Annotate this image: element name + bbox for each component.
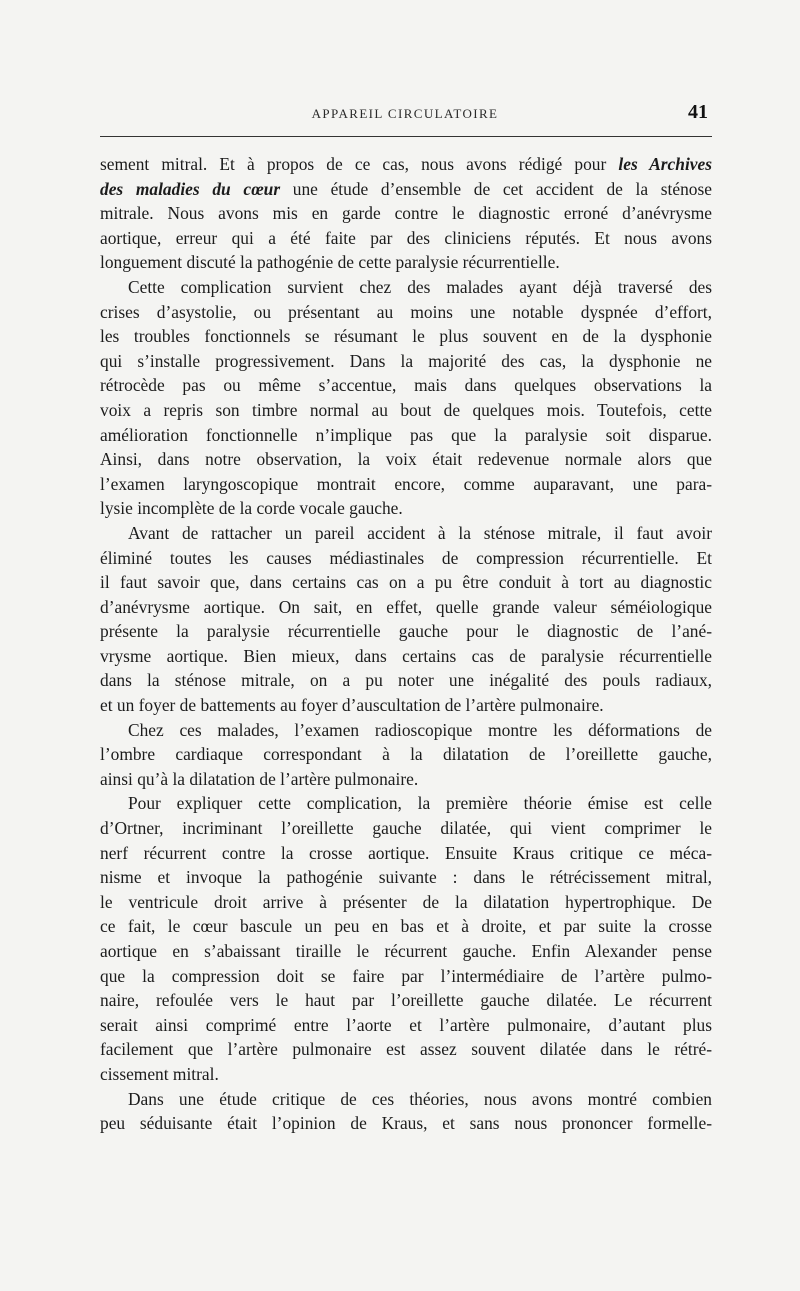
text-line: Cette complication survient chez des malades ayant déjà traversé des bbox=[128, 276, 712, 297]
page-number: 41 bbox=[688, 101, 708, 123]
text-line: aortique, erreur qui a été faite par des cliniciens réputés. Et nous avons bbox=[100, 227, 712, 248]
text-line: ce fait, le cœur bascule un peu en bas et à droite, et par suite la crosse bbox=[100, 916, 712, 937]
text-line: aortique en s’abaissant tiraille le récurrent gauche. Enfin Alexander pense bbox=[100, 941, 712, 961]
text-line: nerf récurrent contre la crosse aortique. Ensuite Kraus critique ce méca- bbox=[100, 842, 712, 863]
running-title: APPAREIL CIRCULATOIRE bbox=[311, 106, 499, 121]
text-line: et un foyer de battements au foyer d’auscultation de l’artère pulmonaire. bbox=[100, 695, 604, 716]
text-line: nisme et invoque la pathogénie suivante : dans le rétrécissement mitral, bbox=[100, 867, 712, 888]
text-line: ainsi qu’à la dilatation de l’artère pulmonaire. bbox=[100, 768, 419, 789]
running-head bbox=[100, 100, 710, 134]
text-line: l’ombre cardiaque correspondant à la dilatation de l’oreillette gauche, bbox=[100, 744, 712, 765]
text-line: crises d’asystolie, ou présentant au moins une notable dyspnée d’effort, bbox=[100, 301, 712, 322]
text-line: amélioration fonctionnelle n’implique pas que la paralysie soit disparue. bbox=[100, 424, 712, 445]
text-line: Avant de rattacher un pareil accident à la sténose mitrale, il faut avoir bbox=[128, 522, 712, 543]
text-line: que la compression doit se faire par l’intermédiaire de l’artère pulmo- bbox=[100, 965, 712, 986]
text-line: le ventricule droit arrive à présenter de la dilatation hypertrophique. De bbox=[100, 891, 712, 912]
text-line: vrysme aortique. Bien mieux, dans certains cas de paralysie récurrentielle bbox=[100, 645, 712, 666]
text-line: des maladies du cœur une étude d’ensemble de cet accident de la sténose bbox=[100, 178, 712, 199]
text-line: les troubles fonctionnels se résumant le plus souvent en de la dysphonie bbox=[100, 326, 712, 347]
text-line: longuement discuté la pathogénie de cette paralysie récurrentielle. bbox=[100, 252, 560, 273]
text-line: Pour expliquer cette complication, la première théorie émise est celle bbox=[128, 793, 712, 814]
journal-title: des maladies du cœur bbox=[100, 178, 281, 199]
journal-title: les Archives bbox=[618, 154, 712, 174]
text-line: qui s’installe progressivement. Dans la majorité des cas, la dysphonie ne bbox=[100, 350, 712, 371]
text-line: éliminé toutes les causes médiastinales de compression récurrentielle. Et bbox=[100, 547, 712, 568]
text-line: d’anévrysme aortique. On sait, en effet, quelle grande valeur séméiologique bbox=[100, 596, 712, 617]
text-line: lysie incomplète de la corde vocale gauche. bbox=[100, 498, 403, 519]
text-line: mitrale. Nous avons mis en garde contre le diagnostic erroné d’anévrysme bbox=[100, 203, 712, 224]
text-line: sement mitral. Et à propos de ce cas, nous avons rédigé pour les Archives bbox=[100, 154, 712, 174]
text-line: cissement mitral. bbox=[100, 1063, 219, 1084]
text-line: Ainsi, dans notre observation, la voix était redevenue normale alors que bbox=[100, 449, 712, 470]
header-rule bbox=[100, 136, 712, 137]
text-line: dans la sténose mitrale, on a pu noter une inégalité des pouls radiaux, bbox=[100, 670, 712, 691]
text-line: d’Ortner, incriminant l’oreillette gauche dilatée, qui vient comprimer le bbox=[100, 818, 712, 839]
text-line: Chez ces malades, l’examen radioscopique montre les déformations de bbox=[128, 719, 712, 740]
text-line: l’examen laryngoscopique montrait encore, comme auparavant, une para- bbox=[100, 473, 712, 494]
body-text bbox=[100, 152, 712, 1136]
text-line: Dans une étude critique de ces théories, nous avons montré combien bbox=[128, 1088, 712, 1109]
text-line: il faut savoir que, dans certains cas on a pu être conduit à tort au diagnostic bbox=[100, 572, 712, 593]
text-line: facilement que l’artère pulmonaire est assez souvent dilatée dans le rétré- bbox=[100, 1039, 712, 1060]
text-line: présente la paralysie récurrentielle gauche pour le diagnostic de l’ané- bbox=[100, 621, 712, 642]
text-line: voix a repris son timbre normal au bout de quelques mois. Toutefois, cette bbox=[100, 399, 712, 420]
text-line: peu séduisante était l’opinion de Kraus, et sans nous prononcer formelle- bbox=[100, 1113, 712, 1134]
text-line: naire, refoulée vers le haut par l’oreillette gauche dilatée. Le récurrent bbox=[100, 990, 712, 1011]
text-line: serait ainsi comprimé entre l’aorte et l’artère pulmonaire, d’autant plus bbox=[100, 1014, 712, 1035]
text-line: rétrocède pas ou même s’accentue, mais dans quelques observations la bbox=[100, 375, 712, 396]
